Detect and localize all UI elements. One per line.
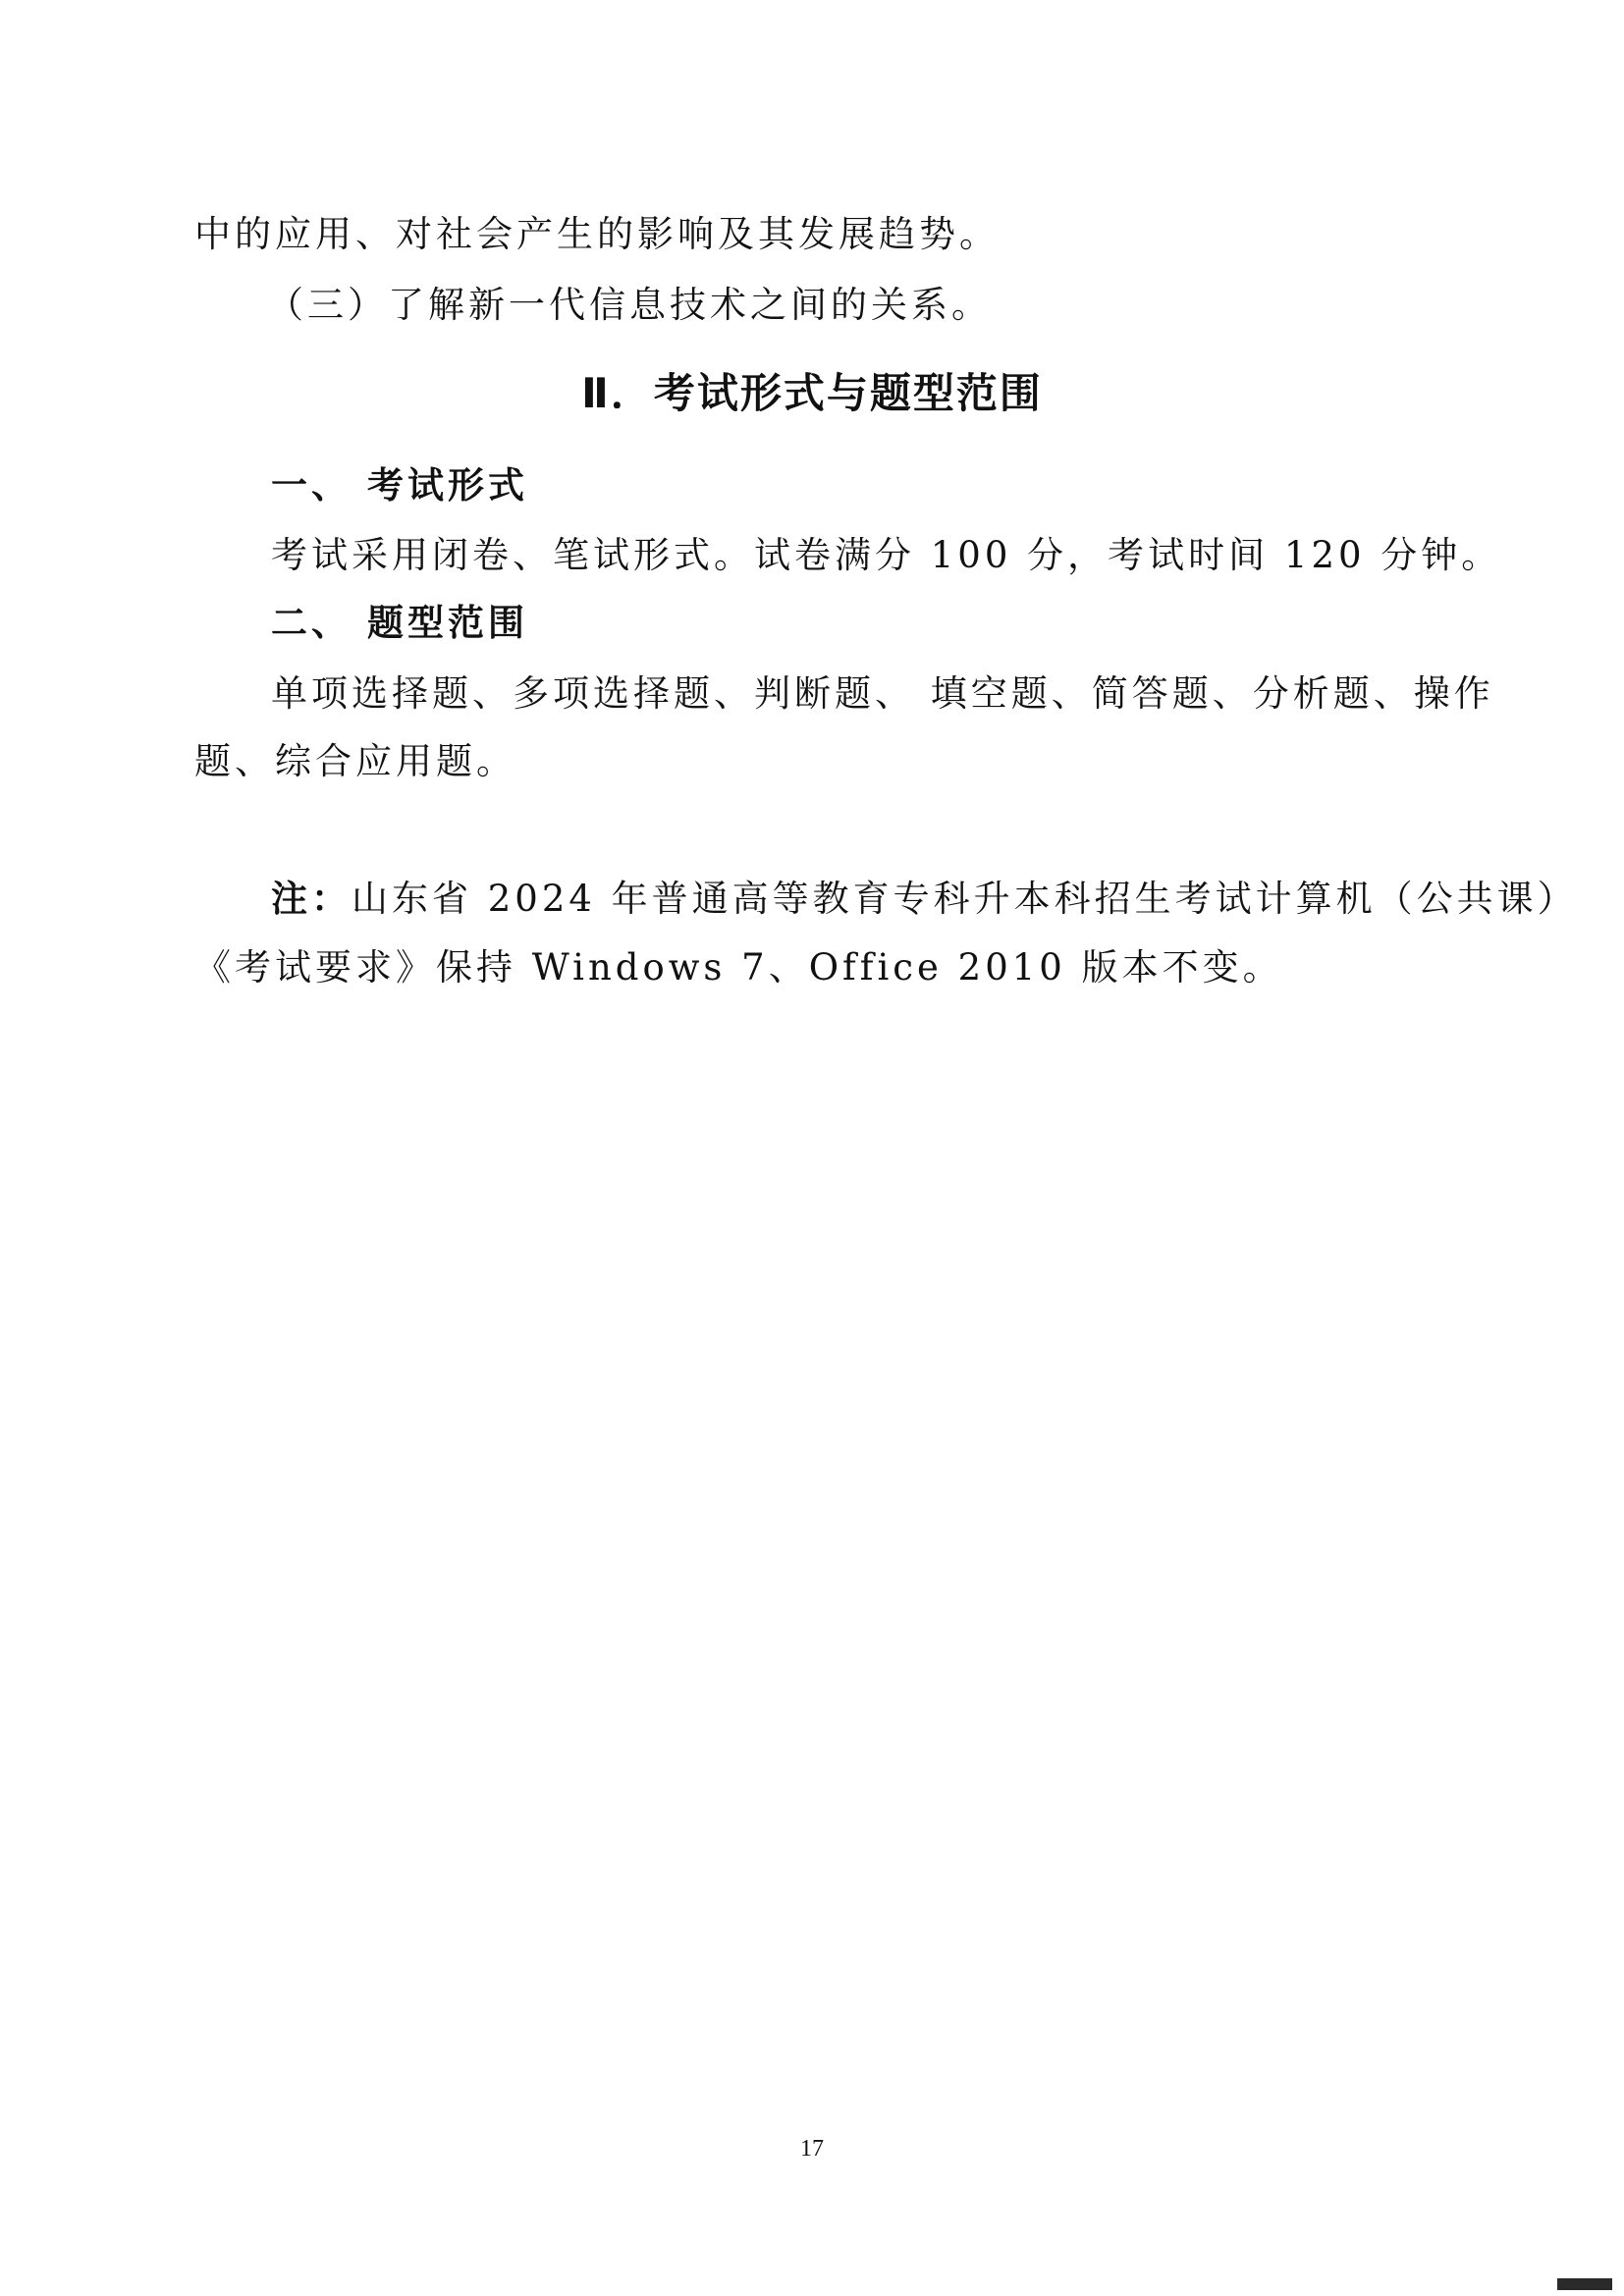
section-two-heading xyxy=(271,602,528,644)
section-one-heading xyxy=(271,464,528,507)
note-text-line1: 山东省 2024 年普通高等教育专科升本科招生考试计算机（公共课） xyxy=(352,878,1578,920)
section-one-number: 一、 xyxy=(271,464,352,507)
section-one-body: 考试采用闭卷、笔试形式。试卷满分 100 分，考试时间 120 分钟。 xyxy=(271,534,1502,576)
section-one-title: 考试形式 xyxy=(367,464,528,507)
continuation-line: 中的应用、对社会产生的影响及其发展趋势。 xyxy=(194,213,1000,255)
note-line2: 《考试要求》保持 Windows 7、Office 2010 版本不变。 xyxy=(194,946,1283,988)
corner-watermark-mark xyxy=(1557,2278,1612,2290)
note-label: 注： xyxy=(271,878,352,920)
section-two-number: 二、 xyxy=(271,602,352,644)
page-number: 17 xyxy=(800,2136,824,2162)
part-heading: Ⅱ．考试形式与题型范围 xyxy=(581,369,1043,417)
note-line1 xyxy=(271,878,1578,920)
section-two-title: 题型范围 xyxy=(367,602,528,644)
item-three: （三）了解新一代信息技术之间的关系。 xyxy=(267,284,992,326)
section-two-body-line2: 题、综合应用题。 xyxy=(194,740,516,782)
section-two-body-line1: 单项选择题、多项选择题、判断题、 填空题、简答题、分析题、操作 xyxy=(271,672,1494,715)
